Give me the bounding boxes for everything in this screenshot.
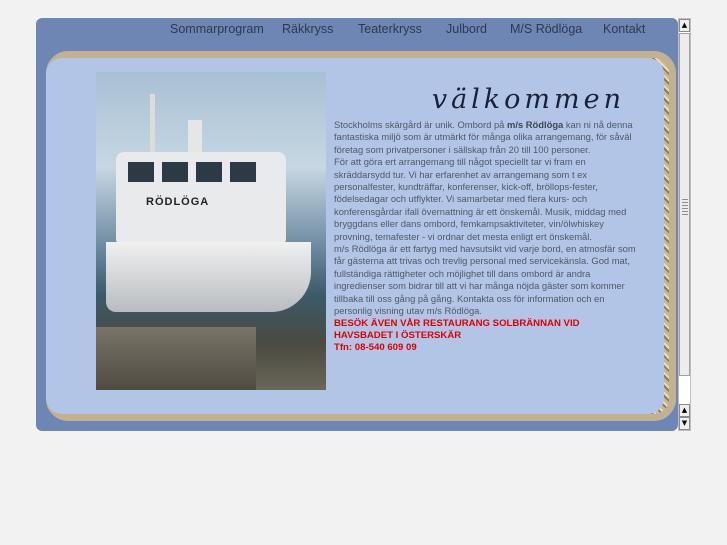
boat-cabin <box>116 152 286 242</box>
scroll-thumb[interactable] <box>679 33 690 376</box>
nav-teaterkryss[interactable]: Teaterkryss <box>358 22 422 36</box>
nav-rakkryss[interactable]: Räkkryss <box>282 22 334 36</box>
restaurant-promo: BESÖK ÄVEN VÅR RESTAURANG SOLBRÄNNAN VID HAVSBADET I ÖSTERSKÄR <box>334 317 580 341</box>
welcome-heading: välkommen <box>431 84 625 115</box>
nav-kontakt[interactable]: Kontakt <box>603 22 646 36</box>
page-frame <box>36 18 678 431</box>
boat-name-sign: RÖDLÖGA <box>146 196 210 208</box>
boat-window <box>230 162 256 182</box>
scroll-up-button-lower[interactable]: ▲ <box>679 404 690 417</box>
events-paragraph: För att göra ert arrangemang till något speciellt tar vi fram en skräddarsydd tur. Vi har erfarenhet av arrangemang som t ex personalfester, kundträffar, konferenser, kick-off, bröllops-fester, födelsedagar och utflykter. Vi samarbetar med flera kurs- och konferensgårdar ifall övernattning är ett önskemål. Musik, middag med bryggdans eller dans ombord, femkampsaktiviteter, vin/ölwhiskey provning, temafester - vi ordnar det mesta enligt ert önskemål. <box>334 156 627 242</box>
vertical-scrollbar[interactable] <box>678 18 691 431</box>
scroll-down-button[interactable]: ▼ <box>679 417 690 430</box>
nav-julbord[interactable]: Julbord <box>446 22 487 36</box>
ship-paragraph: m/s Rödlöga är ett fartyg med havsutsikt vid varje bord, en atmosfär som får gästerna att trivas och trevlig personal med servicekänsla. God mat, fullständiga rättigheter och möjlighet till dans ombord är andra ingredienser som bidrar till att vi har många nöjda gäster som kommer tillbaka till oss gång på gång. Kontakta oss för information och en personlig visning utav m/s Rödlöga. <box>334 243 636 317</box>
restaurant-phone: Tfn: 08-540 609 09 <box>334 342 417 354</box>
intro-text-end: kan ni nå denna fantastiska miljö som är utmärkt för många olika arrangemang, för såväl företag som privatpersoner i sällskap från 20 till 100 personer. <box>334 119 633 155</box>
boat-photo <box>96 72 326 390</box>
boat-window <box>128 162 154 182</box>
nav-ms-rodloga[interactable]: M/S Rödlöga <box>510 22 583 36</box>
boat-window <box>196 162 222 182</box>
site-background <box>36 18 678 431</box>
boat-radar <box>188 120 202 154</box>
boat-hull <box>106 242 311 312</box>
top-navigation <box>36 22 678 44</box>
intro-paragraph <box>334 119 639 156</box>
boat-window <box>162 162 188 182</box>
pier <box>96 327 256 390</box>
intro-ship-name: m/s Rödlöga <box>507 119 564 130</box>
scroll-grip-icon <box>682 199 688 215</box>
scroll-up-button[interactable]: ▲ <box>679 19 690 32</box>
welcome-content <box>334 72 639 412</box>
nav-sommarprogram[interactable]: Sommarprogram <box>170 22 264 36</box>
intro-text-start: Stockholms skärgård är unik. Ombord på <box>334 119 507 130</box>
boat-mast <box>150 94 155 156</box>
